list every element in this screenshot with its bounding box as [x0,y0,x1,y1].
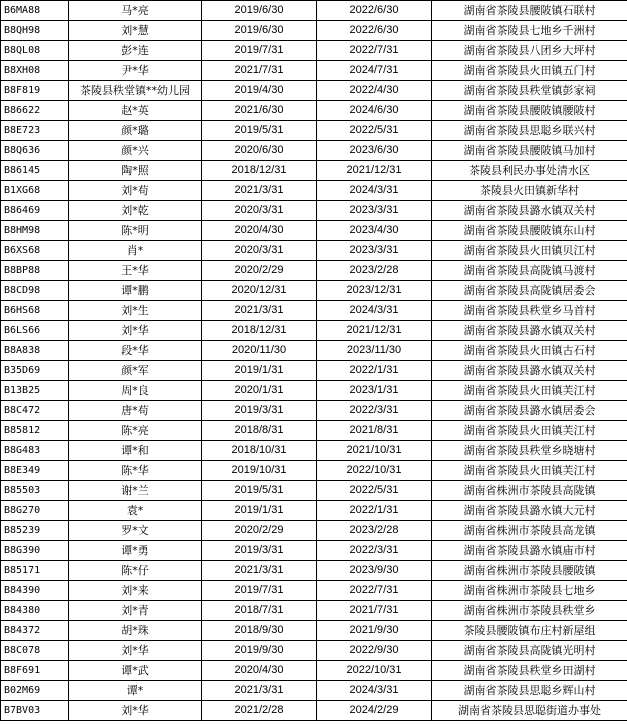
owner-name-cell: 马*亮 [69,1,202,21]
plate-number-cell: B86145 [1,161,69,181]
start-date-cell: 2021/3/31 [202,561,317,581]
end-date-cell: 2023/2/28 [317,261,432,281]
table-row [1,241,627,261]
owner-name-cell: 袁* [69,501,202,521]
end-date-cell: 2021/10/31 [317,441,432,461]
address-cell: 湖南省茶陵县高陇镇马渡村 [432,261,627,281]
plate-number-cell: B35D69 [1,361,69,381]
plate-number-cell: B8HM98 [1,221,69,241]
end-date-cell: 2022/10/31 [317,461,432,481]
plate-number-cell: B02M69 [1,681,69,701]
plate-number-cell: B8F691 [1,661,69,681]
end-date-cell: 2024/2/29 [317,701,432,721]
end-date-cell: 2022/6/30 [317,21,432,41]
table-row [1,341,627,361]
owner-name-cell: 段*华 [69,341,202,361]
start-date-cell: 2018/12/31 [202,321,317,341]
plate-number-cell: B8C078 [1,641,69,661]
owner-name-cell: 刘*华 [69,701,202,721]
address-cell: 湖南省茶陵县秩堂乡马首村 [432,301,627,321]
start-date-cell: 2019/10/31 [202,461,317,481]
end-date-cell: 2023/2/28 [317,521,432,541]
table-row [1,41,627,61]
start-date-cell: 2018/10/31 [202,441,317,461]
plate-number-cell: B8G390 [1,541,69,561]
address-cell: 湖南省茶陵县腰陂镇腰陂村 [432,101,627,121]
start-date-cell: 2019/6/30 [202,21,317,41]
address-cell: 湖南省茶陵县潞水镇庙市村 [432,541,627,561]
plate-number-cell: B13B25 [1,381,69,401]
end-date-cell: 2022/7/31 [317,581,432,601]
address-cell: 湖南省茶陵县高陇镇居委会 [432,281,627,301]
end-date-cell: 2024/6/30 [317,101,432,121]
table-row [1,461,627,481]
start-date-cell: 2020/12/31 [202,281,317,301]
start-date-cell: 2021/7/31 [202,61,317,81]
end-date-cell: 2024/3/31 [317,681,432,701]
owner-name-cell: 胡*珠 [69,621,202,641]
owner-name-cell: 谭*鹏 [69,281,202,301]
table-row [1,281,627,301]
owner-name-cell: 尹*华 [69,61,202,81]
start-date-cell: 2020/1/31 [202,381,317,401]
table-row [1,81,627,101]
plate-number-cell: B8E723 [1,121,69,141]
end-date-cell: 2022/1/31 [317,501,432,521]
plate-number-cell: B85239 [1,521,69,541]
address-cell: 湖南省茶陵县腰陂镇马加村 [432,141,627,161]
table-row [1,381,627,401]
address-cell: 湖南省茶陵县潞水镇居委会 [432,401,627,421]
start-date-cell: 2018/8/31 [202,421,317,441]
table-row [1,681,627,701]
table-row [1,261,627,281]
start-date-cell: 2018/12/31 [202,161,317,181]
plate-number-cell: B7BV03 [1,701,69,721]
start-date-cell: 2019/6/30 [202,1,317,21]
owner-name-cell: 陈*仔 [69,561,202,581]
owner-name-cell: 刘*苟 [69,181,202,201]
start-date-cell: 2019/5/31 [202,481,317,501]
table-row [1,321,627,341]
table-row [1,621,627,641]
end-date-cell: 2022/6/30 [317,1,432,21]
owner-name-cell: 颜*军 [69,361,202,381]
plate-number-cell: B85171 [1,561,69,581]
start-date-cell: 2020/11/30 [202,341,317,361]
table-row [1,641,627,661]
start-date-cell: 2021/2/28 [202,701,317,721]
owner-name-cell: 肖* [69,241,202,261]
address-cell: 茶陵县利民办事处清水区 [432,161,627,181]
end-date-cell: 2024/3/31 [317,301,432,321]
table-row [1,561,627,581]
address-cell: 湖南省株洲市茶陵县腰陂镇 [432,561,627,581]
table-row [1,161,627,181]
plate-number-cell: B8QH98 [1,21,69,41]
plate-number-cell: B84372 [1,621,69,641]
address-cell: 湖南省茶陵县八团乡大坪村 [432,41,627,61]
start-date-cell: 2020/4/30 [202,661,317,681]
address-cell: 湖南省茶陵县火田镇五门村 [432,61,627,81]
owner-name-cell: 谭*和 [69,441,202,461]
table-row [1,21,627,41]
start-date-cell: 2020/3/31 [202,241,317,261]
start-date-cell: 2018/7/31 [202,601,317,621]
owner-name-cell: 刘*慧 [69,21,202,41]
plate-number-cell: B8F819 [1,81,69,101]
owner-name-cell: 刘*青 [69,601,202,621]
start-date-cell: 2021/3/31 [202,301,317,321]
plate-number-cell: B6HS68 [1,301,69,321]
owner-name-cell: 罗*文 [69,521,202,541]
start-date-cell: 2019/7/31 [202,41,317,61]
owner-name-cell: 陶*照 [69,161,202,181]
address-cell: 湖南省茶陵县腰陂镇石联村 [432,1,627,21]
start-date-cell: 2021/6/30 [202,101,317,121]
owner-name-cell: 王*华 [69,261,202,281]
start-date-cell: 2019/1/31 [202,361,317,381]
address-cell: 湖南省茶陵县思聪乡联兴村 [432,121,627,141]
end-date-cell: 2023/9/30 [317,561,432,581]
end-date-cell: 2021/7/31 [317,601,432,621]
table-row [1,661,627,681]
owner-name-cell: 谭*勇 [69,541,202,561]
start-date-cell: 2021/3/31 [202,681,317,701]
table-body [1,1,627,721]
address-cell: 湖南省株洲市茶陵县七地乡 [432,581,627,601]
end-date-cell: 2022/9/30 [317,641,432,661]
end-date-cell: 2023/1/31 [317,381,432,401]
address-cell: 湖南省茶陵县火田镇芙江村 [432,381,627,401]
plate-number-cell: B86469 [1,201,69,221]
end-date-cell: 2023/4/30 [317,221,432,241]
owner-name-cell: 谢*兰 [69,481,202,501]
owner-name-cell: 颜*兴 [69,141,202,161]
owner-name-cell: 陈*华 [69,461,202,481]
plate-number-cell: B8A838 [1,341,69,361]
plate-number-cell: B8E349 [1,461,69,481]
table-row [1,61,627,81]
plate-number-cell: B6MA88 [1,1,69,21]
end-date-cell: 2022/10/31 [317,661,432,681]
table-row [1,421,627,441]
address-cell: 湖南省茶陵县思聪街道办事处 [432,701,627,721]
table-row [1,481,627,501]
address-cell: 湖南省茶陵县潞水镇双关村 [432,321,627,341]
plate-number-cell: B6LS66 [1,321,69,341]
plate-number-cell: B8Q636 [1,141,69,161]
address-cell: 茶陵县火田镇新华村 [432,181,627,201]
plate-number-cell: B8G270 [1,501,69,521]
table-row [1,701,627,721]
plate-number-cell: B8G483 [1,441,69,461]
end-date-cell: 2021/8/31 [317,421,432,441]
address-cell: 湖南省茶陵县秩堂乡田湖村 [432,661,627,681]
plate-number-cell: B84390 [1,581,69,601]
start-date-cell: 2021/3/31 [202,181,317,201]
table-row [1,581,627,601]
address-cell: 湖南省茶陵县高陇镇光明村 [432,641,627,661]
end-date-cell: 2022/4/30 [317,81,432,101]
owner-name-cell: 谭* [69,681,202,701]
owner-name-cell: 刘*生 [69,301,202,321]
end-date-cell: 2022/3/31 [317,541,432,561]
address-cell: 湖南省茶陵县火田镇贝江村 [432,241,627,261]
address-cell: 湖南省茶陵县潞水镇双关村 [432,361,627,381]
owner-name-cell: 颜*璐 [69,121,202,141]
start-date-cell: 2019/7/31 [202,581,317,601]
end-date-cell: 2022/5/31 [317,121,432,141]
table-row [1,401,627,421]
plate-number-cell: B85812 [1,421,69,441]
table-row [1,1,627,21]
owner-name-cell: 陈*明 [69,221,202,241]
start-date-cell: 2019/3/31 [202,401,317,421]
table-row [1,521,627,541]
plate-number-cell: B6XS68 [1,241,69,261]
plate-number-cell: B85503 [1,481,69,501]
owner-name-cell: 茶陵县秩堂镇**幼儿园 [69,81,202,101]
address-cell: 湖南省茶陵县秩堂乡晓塘村 [432,441,627,461]
table-row [1,101,627,121]
address-cell: 湖南省茶陵县秩堂镇彭家祠 [432,81,627,101]
table-row [1,121,627,141]
end-date-cell: 2023/12/31 [317,281,432,301]
owner-name-cell: 刘*乾 [69,201,202,221]
address-cell: 湖南省茶陵县思聪乡辉山村 [432,681,627,701]
table-row [1,301,627,321]
end-date-cell: 2023/3/31 [317,201,432,221]
plate-number-cell: B8QL08 [1,41,69,61]
table-row [1,601,627,621]
start-date-cell: 2019/4/30 [202,81,317,101]
address-cell: 湖南省茶陵县七地乡千洲村 [432,21,627,41]
owner-name-cell: 彭*连 [69,41,202,61]
owner-name-cell: 刘*华 [69,321,202,341]
address-cell: 湖南省株洲市茶陵县高龙镇 [432,521,627,541]
start-date-cell: 2019/5/31 [202,121,317,141]
end-date-cell: 2022/7/31 [317,41,432,61]
start-date-cell: 2018/9/30 [202,621,317,641]
owner-name-cell: 赵*英 [69,101,202,121]
end-date-cell: 2021/12/31 [317,321,432,341]
owner-name-cell: 周*良 [69,381,202,401]
owner-name-cell: 谭*武 [69,661,202,681]
address-cell: 茶陵县腰陂镇布庄村新屋组 [432,621,627,641]
start-date-cell: 2020/3/31 [202,201,317,221]
table-row [1,221,627,241]
table-row [1,181,627,201]
start-date-cell: 2019/3/31 [202,541,317,561]
address-cell: 湖南省茶陵县火田镇芙江村 [432,461,627,481]
start-date-cell: 2020/2/29 [202,521,317,541]
address-cell: 湖南省茶陵县潞水镇大元村 [432,501,627,521]
table-row [1,501,627,521]
table-row [1,201,627,221]
end-date-cell: 2024/7/31 [317,61,432,81]
end-date-cell: 2024/3/31 [317,181,432,201]
plate-number-cell: B86622 [1,101,69,121]
plate-number-cell: B8C472 [1,401,69,421]
end-date-cell: 2022/3/31 [317,401,432,421]
owner-name-cell: 刘*来 [69,581,202,601]
address-cell: 湖南省株洲市茶陵县高陇镇 [432,481,627,501]
plate-number-cell: B84380 [1,601,69,621]
table-row [1,541,627,561]
owner-name-cell: 刘*华 [69,641,202,661]
start-date-cell: 2020/4/30 [202,221,317,241]
end-date-cell: 2022/5/31 [317,481,432,501]
end-date-cell: 2021/9/30 [317,621,432,641]
end-date-cell: 2023/3/31 [317,241,432,261]
end-date-cell: 2023/11/30 [317,341,432,361]
end-date-cell: 2021/12/31 [317,161,432,181]
address-cell: 湖南省茶陵县腰陂镇东山村 [432,221,627,241]
address-cell: 湖南省茶陵县火田镇古石村 [432,341,627,361]
address-cell: 湖南省茶陵县火田镇芙江村 [432,421,627,441]
plate-number-cell: B8XH08 [1,61,69,81]
start-date-cell: 2019/1/31 [202,501,317,521]
end-date-cell: 2022/1/31 [317,361,432,381]
start-date-cell: 2020/2/29 [202,261,317,281]
plate-number-cell: B8CD98 [1,281,69,301]
start-date-cell: 2019/9/30 [202,641,317,661]
plate-number-cell: B8BP88 [1,261,69,281]
owner-name-cell: 唐*苟 [69,401,202,421]
table-row [1,141,627,161]
address-cell: 湖南省茶陵县潞水镇双关村 [432,201,627,221]
owner-name-cell: 陈*亮 [69,421,202,441]
end-date-cell: 2023/6/30 [317,141,432,161]
start-date-cell: 2020/6/30 [202,141,317,161]
table-row [1,441,627,461]
plate-number-cell: B1XG68 [1,181,69,201]
address-cell: 湖南省株洲市茶陵县秩堂乡 [432,601,627,621]
table-row [1,361,627,381]
